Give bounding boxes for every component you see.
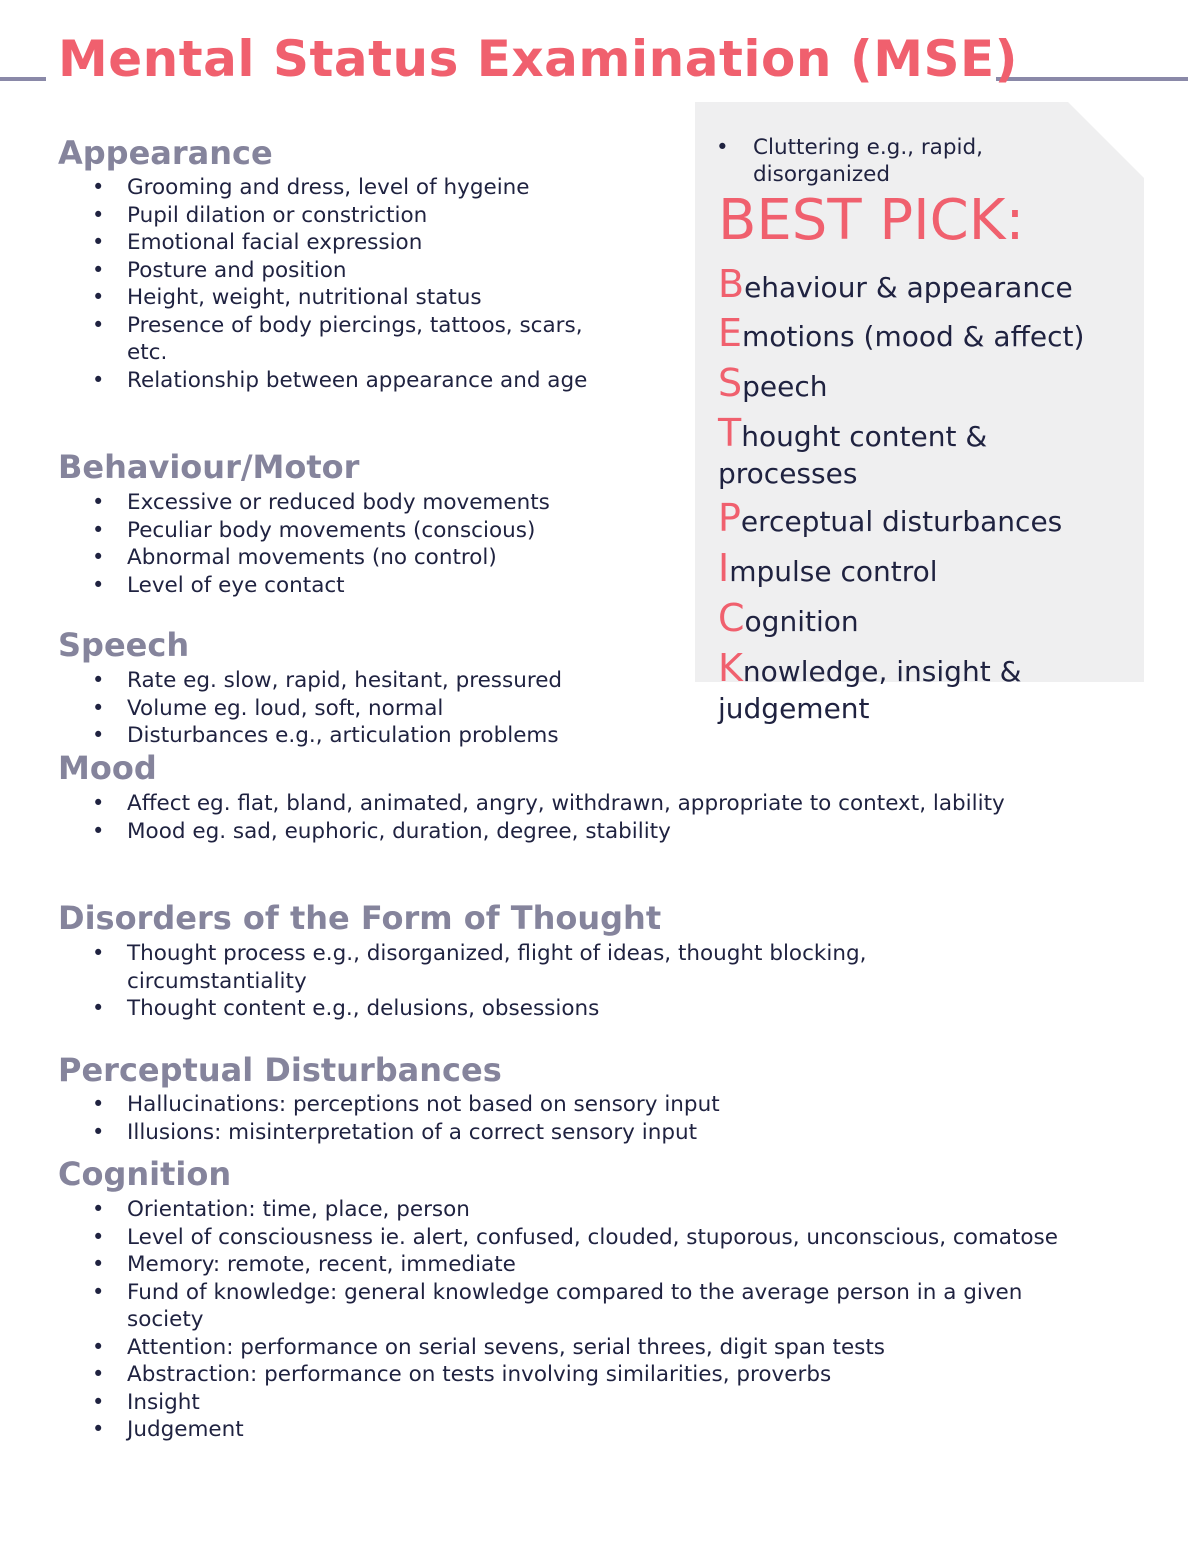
list-item: • Emotional facial expression xyxy=(92,229,622,257)
list-item: • Memory: remote, recent, immediate xyxy=(92,1251,1102,1279)
section-heading-mood: Mood xyxy=(58,749,157,787)
acronym-text: motions (mood & affect) xyxy=(742,320,1085,353)
cognition-list xyxy=(92,1196,1102,1444)
list-item: • Height, weight, nutritional status xyxy=(92,284,622,312)
list-item: • Attention: performance on serial sevens, serial threes, digit span tests xyxy=(92,1334,1102,1362)
acronym-i xyxy=(718,546,938,591)
acronym-text: nowledge, insight & xyxy=(742,655,1022,688)
section-heading-perceptual: Perceptual Disturbances xyxy=(58,1051,502,1089)
acronym-letter: P xyxy=(718,496,741,540)
behaviour-motor-list xyxy=(92,489,652,599)
acronym-letter: K xyxy=(718,646,743,690)
list-item: • Relationship between appearance and age xyxy=(92,367,622,395)
list-item: • Hallucinations: perceptions not based on sensory input xyxy=(92,1091,992,1119)
acronym-letter: E xyxy=(718,311,743,355)
section-heading-cognition: Cognition xyxy=(58,1155,232,1193)
section-heading-speech: Speech xyxy=(58,626,190,664)
acronym-text: ognition xyxy=(744,605,859,638)
list-item: • Excessive or reduced body movements xyxy=(92,489,652,517)
acronym-s xyxy=(718,361,828,406)
list-item: • Volume eg. loud, soft, normal xyxy=(92,695,672,723)
acronym-text: mpulse control xyxy=(729,555,938,588)
perceptual-list xyxy=(92,1091,992,1146)
list-item: • Grooming and dress, level of hygeine xyxy=(92,174,622,202)
best-pick-title: BEST PICK: xyxy=(718,188,1025,253)
list-item: • Insight xyxy=(92,1389,1102,1417)
acronym-text: hought content & xyxy=(741,420,988,453)
list-item: • Presence of body piercings, tattoos, scars, etc. xyxy=(92,312,622,367)
list-item: • Judgement xyxy=(92,1416,1102,1444)
list-item: • Pupil dilation or constriction xyxy=(92,202,622,230)
list-item: • Level of consciousness ie. alert, confused, clouded, stuporous, unconscious, comatose xyxy=(92,1224,1102,1252)
appearance-list xyxy=(92,174,622,394)
list-item: • Cluttering e.g., rapid, disorganized xyxy=(716,134,1046,188)
section-heading-thought-form: Disorders of the Form of Thought xyxy=(58,899,662,937)
acronym-k-continued: judgement xyxy=(718,692,870,725)
list-item: • Thought content e.g., delusions, obsessions xyxy=(92,995,992,1023)
list-item: • Posture and position xyxy=(92,257,622,285)
thought-form-list xyxy=(92,940,992,1023)
callout-list xyxy=(716,134,1046,188)
speech-list xyxy=(92,667,672,750)
title-rule-left xyxy=(0,77,46,81)
acronym-text: ehaviour & appearance xyxy=(744,271,1073,304)
section-heading-appearance: Appearance xyxy=(58,134,273,172)
acronym-letter: I xyxy=(718,546,730,590)
list-item: • Thought process e.g., disorganized, flight of ideas, thought blocking, circumstantiality xyxy=(92,940,992,995)
mood-list xyxy=(92,790,1092,845)
acronym-text: erceptual disturbances xyxy=(740,505,1063,538)
list-item: • Abstraction: performance on tests involving similarities, proverbs xyxy=(92,1361,1102,1389)
list-item: • Orientation: time, place, person xyxy=(92,1196,1102,1224)
list-item: • Illusions: misinterpretation of a correct sensory input xyxy=(92,1119,992,1147)
acronym-c xyxy=(718,596,859,641)
acronym-k xyxy=(718,646,1022,691)
acronym-text: peech xyxy=(742,370,828,403)
list-item: • Affect eg. flat, bland, animated, angry, withdrawn, appropriate to context, lability xyxy=(92,790,1092,818)
list-item: • Abnormal movements (no control) xyxy=(92,544,652,572)
acronym-t-continued: processes xyxy=(718,457,858,490)
list-item: • Fund of knowledge: general knowledge compared to the average person in a given society xyxy=(92,1279,1102,1334)
list-item: • Peculiar body movements (conscious) xyxy=(92,517,652,545)
list-item: • Disturbances e.g., articulation problems xyxy=(92,722,672,750)
acronym-b xyxy=(718,262,1073,307)
title-rule-right xyxy=(996,77,1188,81)
acronym-letter: C xyxy=(718,596,745,640)
acronym-t xyxy=(718,411,988,456)
list-item: • Level of eye contact xyxy=(92,572,652,600)
list-item: • Rate eg. slow, rapid, hesitant, pressured xyxy=(92,667,672,695)
acronym-letter: B xyxy=(718,262,745,306)
acronym-letter: S xyxy=(718,361,743,405)
acronym-p xyxy=(718,496,1063,541)
acronym-e xyxy=(718,311,1085,356)
page-title: Mental Status Examination (MSE) xyxy=(58,30,1019,88)
acronym-letter: T xyxy=(718,411,742,455)
list-item: • Mood eg. sad, euphoric, duration, degree, stability xyxy=(92,818,1092,846)
section-heading-behaviour-motor: Behaviour/Motor xyxy=(58,448,360,486)
